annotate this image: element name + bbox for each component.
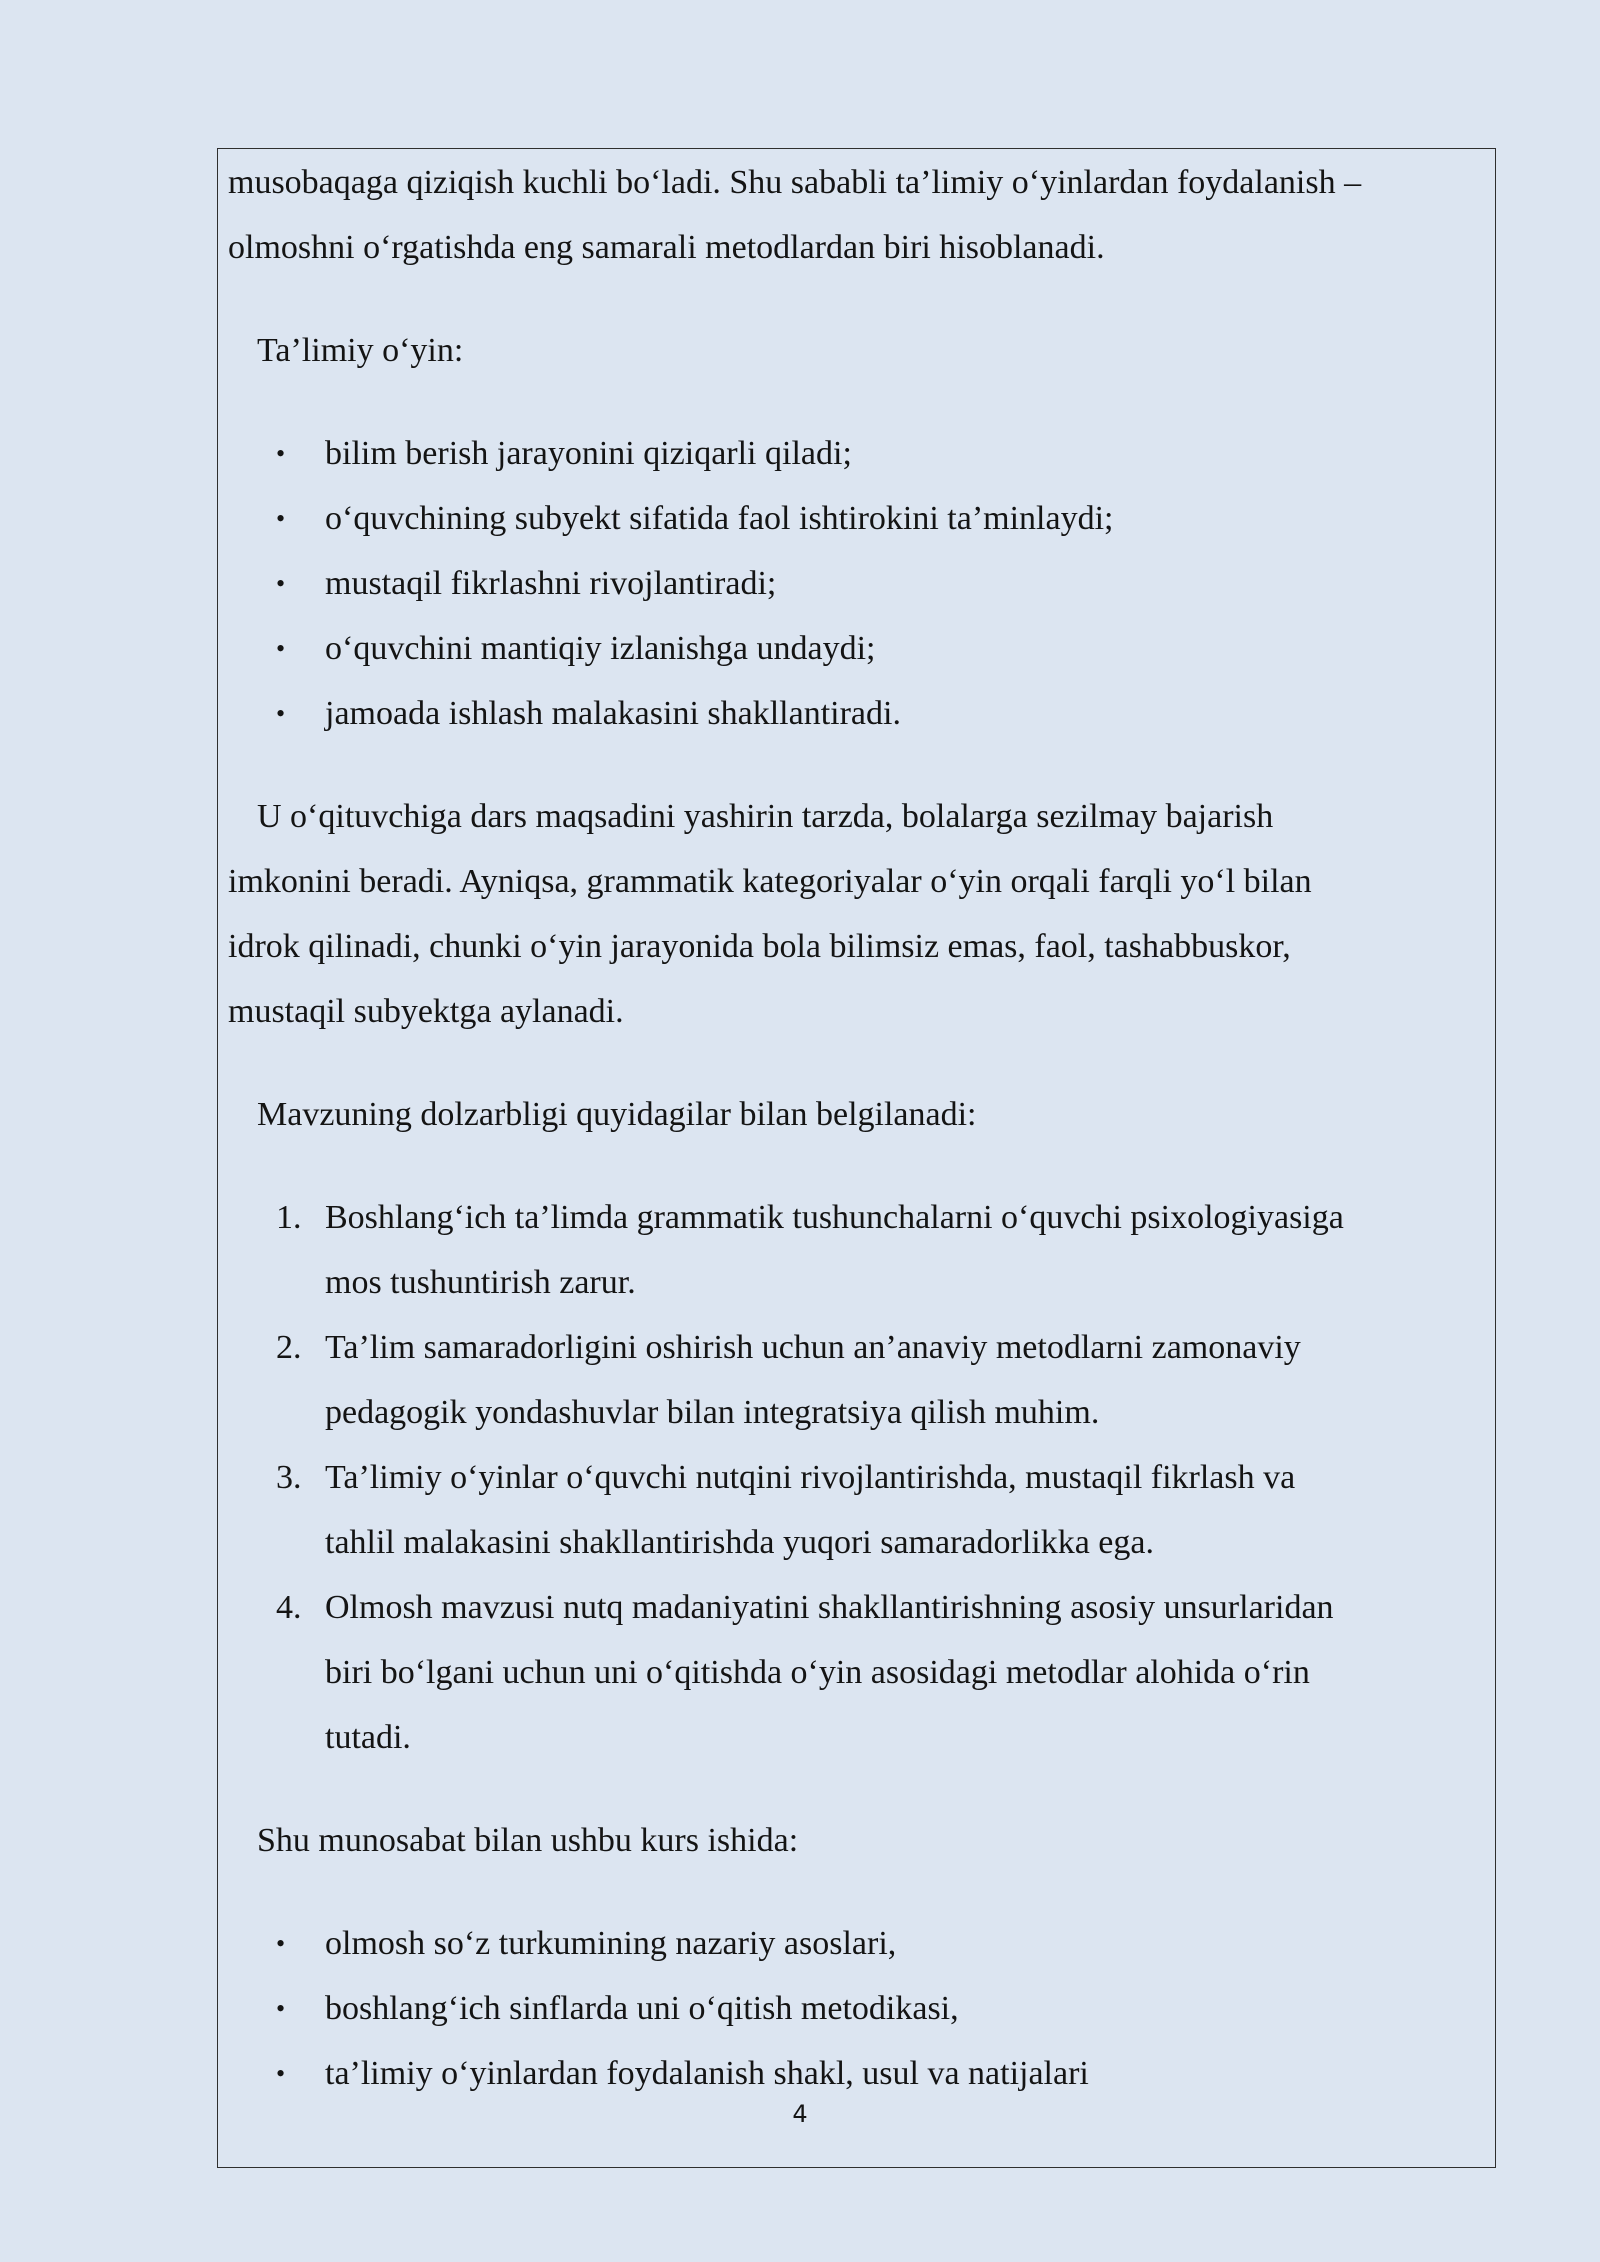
list-item: 4. Olmosh mavzusi nutq madaniyatini shakllantirishning asosiy unsurlaridan biri bo‘lgani uchun uni o‘qitishda o‘yin asosidagi metodlar alohida o‘rin tutadi. bbox=[228, 1575, 1490, 1770]
list-item: • o‘quvchini mantiqiy izlanishga undaydi; bbox=[228, 616, 1490, 681]
list-number: 3. bbox=[276, 1459, 302, 1496]
mavzu-heading: Mavzuning dolzarbligi quyidagilar bilan belgilanadi: bbox=[257, 1096, 977, 1133]
intro-line: olmoshni o‘rgatishda eng samarali metodlardan biri hisoblanadi. bbox=[228, 229, 1105, 266]
talimiy-bullet-list bbox=[228, 421, 1490, 746]
kurs-bullet-list bbox=[228, 1911, 1490, 2106]
list-item: • jamoada ishlash malakasini shakllantiradi. bbox=[228, 681, 1490, 746]
list-number: 4. bbox=[276, 1589, 302, 1626]
list-item: • boshlang‘ich sinflarda uni o‘qitish metodikasi, bbox=[228, 1976, 1490, 2041]
bullet-icon: • bbox=[276, 2059, 286, 2088]
bullet-icon: • bbox=[276, 569, 286, 598]
page-content bbox=[228, 150, 1490, 2106]
u-paragraph bbox=[228, 784, 1490, 1044]
bullet-icon: • bbox=[276, 1994, 286, 2023]
bullet-icon: • bbox=[276, 634, 286, 663]
list-item: • mustaqil fikrlashni rivojlantiradi; bbox=[228, 551, 1490, 616]
bullet-icon: • bbox=[276, 699, 286, 728]
paragraph-line: U o‘qituvchiga dars maqsadini yashirin tarzda, bolalarga sezilmay bajarish bbox=[257, 798, 1274, 835]
bullet-icon: • bbox=[276, 439, 286, 468]
list-number: 2. bbox=[276, 1329, 302, 1366]
bullet-icon: • bbox=[276, 1929, 286, 1958]
list-item: • ta’limiy o‘yinlardan foydalanish shakl, usul va natijalari bbox=[228, 2041, 1490, 2106]
paragraph-line: idrok qilinadi, chunki o‘yin jarayonida bola bilimsiz emas, faol, tashabbuskor, bbox=[228, 928, 1291, 965]
list-item: 1. Boshlang‘ich ta’limda grammatik tushunchalarni o‘quvchi psixologiyasiga mos tushuntirish zarur. bbox=[228, 1185, 1490, 1315]
list-item: • olmosh so‘z turkumining nazariy asoslari, bbox=[228, 1911, 1490, 1976]
list-item: 2. Ta’lim samaradorligini oshirish uchun an’anaviy metodlarni zamonaviy pedagogik yondashuvlar bilan integratsiya qilish muhim. bbox=[228, 1315, 1490, 1445]
list-number: 1. bbox=[276, 1199, 302, 1236]
paragraph-line: imkonini beradi. Ayniqsa, grammatik kategoriyalar o‘yin orqali farqli yo‘l bilan bbox=[228, 863, 1312, 900]
list-item: • o‘quvchining subyekt sifatida faol ishtirokini ta’minlaydi; bbox=[228, 486, 1490, 551]
shu-heading: Shu munosabat bilan ushbu kurs ishida: bbox=[257, 1822, 799, 1859]
page-number: 4 bbox=[792, 2100, 808, 2128]
dolzarblik-numbered-list bbox=[228, 1185, 1490, 1770]
list-item: • bilim berish jarayonini qiziqarli qiladi; bbox=[228, 421, 1490, 486]
intro-paragraph bbox=[228, 150, 1490, 280]
list-item: 3. Ta’limiy o‘yinlar o‘quvchi nutqini rivojlantirishda, mustaqil fikrlash va tahlil malakasini shakllantirishda yuqori samaradorlikka ega. bbox=[228, 1445, 1490, 1575]
paragraph-line: mustaqil subyektga aylanadi. bbox=[228, 993, 624, 1030]
bullet-icon: • bbox=[276, 504, 286, 533]
intro-line: musobaqaga qiziqish kuchli bo‘ladi. Shu sababli ta’limiy o‘yinlardan foydalanish – bbox=[228, 164, 1362, 201]
talimiy-heading: Ta’limiy o‘yin: bbox=[257, 332, 464, 369]
